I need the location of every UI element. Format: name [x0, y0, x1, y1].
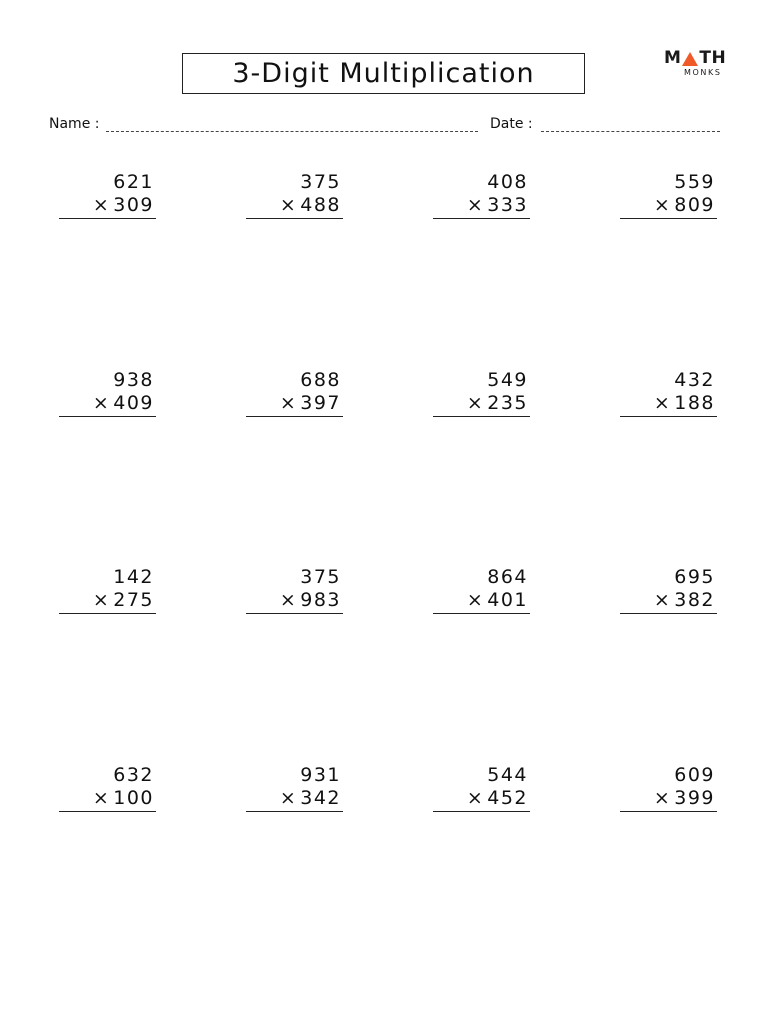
- answer-line[interactable]: [620, 218, 717, 219]
- times-symbol: ×: [653, 589, 672, 611]
- multiplicand: 549: [487, 369, 528, 391]
- multiplication-problem: [433, 369, 530, 429]
- times-symbol: ×: [653, 787, 672, 809]
- answer-line[interactable]: [246, 416, 343, 417]
- logo-letter-m: M: [664, 48, 682, 68]
- times-symbol: ×: [653, 194, 672, 216]
- name-line[interactable]: [106, 131, 478, 132]
- times-symbol: ×: [279, 194, 298, 216]
- multiplier: 397: [300, 392, 341, 414]
- multiplier: 983: [300, 589, 341, 611]
- answer-line[interactable]: [246, 218, 343, 219]
- multiplier-row: [467, 787, 528, 809]
- multiplicand: 408: [487, 171, 528, 193]
- multiplier-row: [280, 194, 341, 216]
- multiplication-problem: [246, 764, 343, 824]
- multiplication-problem: [246, 369, 343, 429]
- multiplier: 309: [113, 194, 154, 216]
- multiplication-problem: [246, 171, 343, 231]
- date-label: Date :: [490, 116, 533, 132]
- multiplier: 275: [113, 589, 154, 611]
- multiplier-row: [93, 392, 154, 414]
- times-symbol: ×: [466, 787, 485, 809]
- times-symbol: ×: [92, 194, 111, 216]
- multiplier: 235: [487, 392, 528, 414]
- multiplication-problem: [620, 764, 717, 824]
- multiplication-problem: [620, 369, 717, 429]
- times-symbol: ×: [92, 787, 111, 809]
- multiplier-row: [654, 392, 715, 414]
- answer-line[interactable]: [433, 613, 530, 614]
- times-symbol: ×: [279, 589, 298, 611]
- logo-wordmark: [664, 48, 727, 68]
- times-symbol: ×: [653, 392, 672, 414]
- multiplier: 342: [300, 787, 341, 809]
- multiplier: 188: [674, 392, 715, 414]
- multiplier: 409: [113, 392, 154, 414]
- answer-line[interactable]: [433, 218, 530, 219]
- multiplier-row: [467, 392, 528, 414]
- multiplicand: 621: [113, 171, 154, 193]
- multiplication-problem: [433, 171, 530, 231]
- multiplier-row: [93, 194, 154, 216]
- answer-line[interactable]: [246, 811, 343, 812]
- answer-line[interactable]: [433, 416, 530, 417]
- multiplier-row: [654, 787, 715, 809]
- times-symbol: ×: [92, 589, 111, 611]
- multiplicand: 142: [113, 566, 154, 588]
- times-symbol: ×: [466, 589, 485, 611]
- multiplier: 100: [113, 787, 154, 809]
- multiplication-problem: [246, 566, 343, 626]
- answer-line[interactable]: [59, 218, 156, 219]
- multiplicand: 695: [674, 566, 715, 588]
- multiplicand: 864: [487, 566, 528, 588]
- multiplier: 452: [487, 787, 528, 809]
- multiplication-problem: [59, 764, 156, 824]
- math-monks-logo: [664, 48, 727, 80]
- worksheet-title: 3-Digit Multiplication: [182, 53, 585, 94]
- multiplication-problem: [433, 764, 530, 824]
- answer-line[interactable]: [59, 416, 156, 417]
- times-symbol: ×: [466, 194, 485, 216]
- logo-subtext: MONKS: [684, 68, 722, 77]
- multiplier: 809: [674, 194, 715, 216]
- multiplicand: 544: [487, 764, 528, 786]
- multiplier-row: [93, 589, 154, 611]
- times-symbol: ×: [466, 392, 485, 414]
- multiplier-row: [280, 787, 341, 809]
- answer-line[interactable]: [59, 811, 156, 812]
- multiplicand: 938: [113, 369, 154, 391]
- answer-line[interactable]: [620, 416, 717, 417]
- answer-line[interactable]: [620, 613, 717, 614]
- multiplicand: 688: [300, 369, 341, 391]
- times-symbol: ×: [279, 787, 298, 809]
- answer-line[interactable]: [246, 613, 343, 614]
- multiplier-row: [467, 194, 528, 216]
- answer-line[interactable]: [620, 811, 717, 812]
- multiplicand: 559: [674, 171, 715, 193]
- multiplier: 333: [487, 194, 528, 216]
- multiplicand: 632: [113, 764, 154, 786]
- multiplicand: 375: [300, 566, 341, 588]
- multiplier: 399: [674, 787, 715, 809]
- logo-letters-th: TH: [699, 48, 727, 68]
- multiplication-problem: [59, 566, 156, 626]
- multiplier: 488: [300, 194, 341, 216]
- multiplicand: 432: [674, 369, 715, 391]
- multiplicand: 931: [300, 764, 341, 786]
- multiplier-row: [654, 194, 715, 216]
- times-symbol: ×: [279, 392, 298, 414]
- multiplier-row: [280, 589, 341, 611]
- multiplier-row: [280, 392, 341, 414]
- multiplier-row: [467, 589, 528, 611]
- multiplication-problem: [620, 171, 717, 231]
- multiplier-row: [654, 589, 715, 611]
- answer-line[interactable]: [433, 811, 530, 812]
- triangle-icon: [682, 52, 698, 66]
- name-label: Name :: [49, 116, 100, 132]
- multiplier: 382: [674, 589, 715, 611]
- multiplier-row: [93, 787, 154, 809]
- multiplicand: 375: [300, 171, 341, 193]
- times-symbol: ×: [92, 392, 111, 414]
- multiplier: 401: [487, 589, 528, 611]
- multiplication-problem: [59, 171, 156, 231]
- multiplication-problem: [433, 566, 530, 626]
- answer-line[interactable]: [59, 613, 156, 614]
- date-line[interactable]: [541, 131, 720, 132]
- multiplicand: 609: [674, 764, 715, 786]
- multiplication-problem: [59, 369, 156, 429]
- multiplication-problem: [620, 566, 717, 626]
